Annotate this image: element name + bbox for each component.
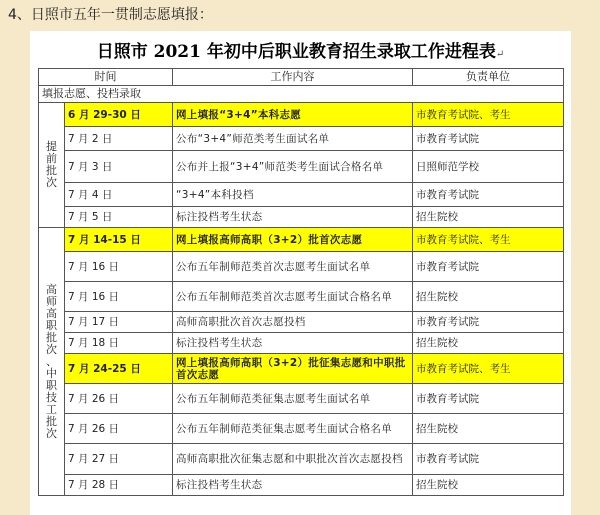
row-content: 公布五年制师范类征集志愿考生面试合格名单 (173, 414, 413, 444)
row-unit: 市教育考试院 (413, 183, 564, 207)
row-date: 7 月 26 日 (65, 384, 173, 414)
table-row (39, 183, 564, 207)
row-date: 7 月 16 日 (65, 252, 173, 282)
row-date: 7 月 27 日 (65, 444, 173, 475)
section-heading: 4、日照市五年一贯制志愿填报： (8, 7, 213, 23)
row-unit: 招生院校 (413, 282, 564, 312)
section-label: 填报志愿、投档录取 (39, 86, 564, 103)
row-unit: 招生院校 (413, 207, 564, 228)
batch-label-char: 职 (46, 318, 57, 332)
row-content: 网上填报高师高职（3+2）批首次志愿 (173, 228, 413, 252)
row-unit: 市教育考试院 (413, 312, 564, 333)
row-unit: 市教育考试院 (413, 444, 564, 475)
row-unit: 市教育考试院 (413, 384, 564, 414)
header-time: 时间 (39, 69, 173, 86)
batch-label-char: 次 (46, 176, 57, 189)
row-date: 6 月 29-30 日 (65, 103, 173, 127)
row-date: 7 月 28 日 (65, 475, 173, 496)
row-date: 7 月 24-25 日 (65, 354, 173, 384)
table-row (39, 228, 564, 252)
table-row (39, 384, 564, 414)
batch-label-char: 批 (46, 330, 57, 344)
table-row (39, 282, 564, 312)
batch-label-char: 工 (46, 402, 57, 416)
table-row (39, 475, 564, 496)
batch-label-char: 职 (46, 378, 57, 392)
batch-label-char: 提 (46, 140, 57, 153)
batch-label-char: 批 (46, 414, 57, 428)
row-content: 公布五年制师范类征集志愿考生面试名单 (173, 384, 413, 414)
row-unit: 招生院校 (413, 333, 564, 354)
table-header-row (39, 69, 564, 86)
table-row (39, 207, 564, 228)
row-content: 公布五年制师范类首次志愿考生面试名单 (173, 252, 413, 282)
row-content: 公布并上报“3+4”师范类考生面试合格名单 (173, 151, 413, 183)
table-title-text: 日照市 2021 年初中后职业教育招生录取工作进程表 (96, 42, 496, 62)
schedule-table (38, 68, 564, 496)
table-row (39, 354, 564, 384)
table-row (39, 252, 564, 282)
row-content: 网上填报高师高职（3+2）批征集志愿和中职批首次志愿 (173, 354, 413, 384)
section-row (39, 86, 564, 103)
batch-label-char: 技 (46, 390, 57, 404)
batch-label-vocational (39, 228, 65, 496)
table-row (39, 103, 564, 127)
row-date: 7 月 14-15 日 (65, 228, 173, 252)
batch-label-char: 师 (46, 294, 57, 308)
row-date: 7 月 4 日 (65, 183, 173, 207)
row-unit: 市教育考试院、考生 (413, 103, 564, 127)
row-unit: 日照师范学校 (413, 151, 564, 183)
row-date: 7 月 2 日 (65, 127, 173, 151)
row-unit: 招生院校 (413, 414, 564, 444)
batch-label-char: 前 (46, 152, 57, 165)
row-date: 7 月 17 日 (65, 312, 173, 333)
row-unit: 市教育考试院、考生 (413, 228, 564, 252)
table-row (39, 444, 564, 475)
header-content: 工作内容 (173, 69, 413, 86)
row-content: “3+4”本科投档 (173, 183, 413, 207)
row-date: 7 月 18 日 (65, 333, 173, 354)
paragraph-mark-icon: ↵ (495, 49, 505, 60)
batch-label-early (39, 103, 65, 228)
row-content: 高师高职批次征集志愿和中职批次首次志愿投档 (173, 444, 413, 475)
header-unit: 负责单位 (413, 69, 564, 86)
row-content: 高师高职批次首次志愿投档 (173, 312, 413, 333)
row-content: 公布“3+4”师范类考生面试名单 (173, 127, 413, 151)
row-content: 标注投档考生状态 (173, 333, 413, 354)
batch-label-char: 高 (46, 306, 57, 320)
batch-label-char: 中 (46, 366, 57, 380)
row-unit: 市教育考试院 (413, 252, 564, 282)
row-date: 7 月 16 日 (65, 282, 173, 312)
batch-label-char: 次 (46, 426, 57, 440)
table-title (30, 38, 571, 66)
row-date: 7 月 26 日 (65, 414, 173, 444)
batch-label-char: 高 (46, 282, 57, 296)
row-content: 公布五年制师范类首次志愿考生面试合格名单 (173, 282, 413, 312)
table-row (39, 151, 564, 183)
row-content: 网上填报“3+4”本科志愿 (173, 103, 413, 127)
row-unit: 市教育考试院、考生 (413, 354, 564, 384)
batch-label-char: 、 (46, 354, 57, 368)
batch-label-char: 次 (46, 342, 57, 356)
row-date: 7 月 5 日 (65, 207, 173, 228)
table-row (39, 312, 564, 333)
row-date: 7 月 3 日 (65, 151, 173, 183)
table-row (39, 333, 564, 354)
row-unit: 市教育考试院 (413, 127, 564, 151)
batch-label-char: 批 (46, 164, 57, 177)
row-unit: 招生院校 (413, 475, 564, 496)
table-row (39, 127, 564, 151)
row-content: 标注投档考生状态 (173, 475, 413, 496)
table-row (39, 414, 564, 444)
row-content: 标注投档考生状态 (173, 207, 413, 228)
